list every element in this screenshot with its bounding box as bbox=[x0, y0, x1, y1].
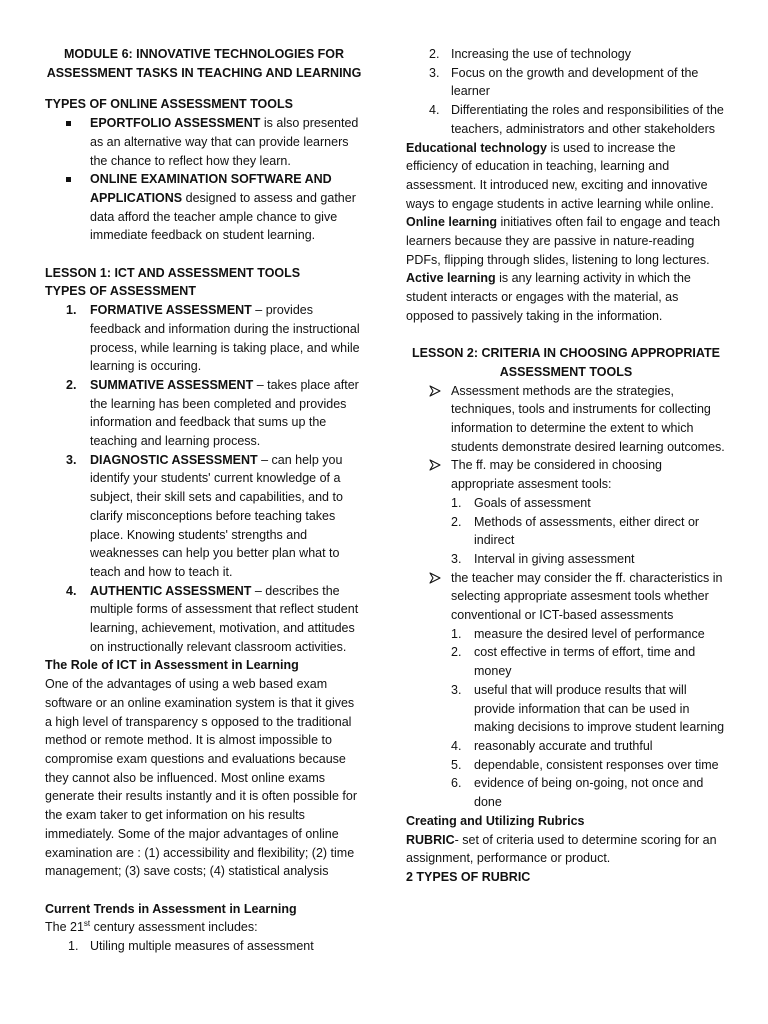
list-item-diagnostic bbox=[45, 451, 363, 582]
formative-text: – provides feedback and information during the instructional process, while learning is taking place, and while learning is occuring. bbox=[90, 303, 360, 374]
role-of-ict-paragraph: One of the advantages of using a web based exam software or an online examination system is that it gives a high level of transparency s opposed to the traditional method or remote method. It is almost impossible to compromise exam questions and evaluations because they cannot also be influenced. Most online exams generate their results instantly and it is often possible for the exam taker to get information on his results immediately. Some of the major advantages of online examination are : (1) accessibility and flexibility; (2) time management; (3) save costs; (4) statistical analysis bbox=[45, 677, 357, 879]
term-diagnostic: DIAGNOSTIC ASSESSMENT bbox=[90, 452, 258, 467]
sub-item-text: dependable, consistent responses over time bbox=[474, 757, 719, 772]
trend-item-4 bbox=[406, 101, 726, 138]
online-exam-text: designed to assess and gather data afford the teacher ample chance to give immediate feedback on student learning. bbox=[90, 190, 356, 243]
trend-item-text: Differentiating the roles and responsibilities of the teachers, administrators and other stakeholders bbox=[451, 103, 724, 136]
online-learning-text: initiatives often fail to engage and teach learners because they are passive in nature-reading PDFs, flipping through slides, listening to long lectures. bbox=[406, 215, 721, 267]
sub-item-text: Goals of assessment bbox=[474, 495, 591, 510]
sub-item bbox=[406, 737, 726, 756]
sub-item-text: measure the desired level of performance bbox=[474, 626, 705, 641]
trends-intro-start: The 21 bbox=[45, 920, 84, 935]
list-number: 1. bbox=[451, 626, 462, 641]
right-column bbox=[406, 45, 726, 887]
sub-item bbox=[406, 643, 726, 680]
term-online-exam: ONLINE EXAMINATION SOFTWARE AND APPLICATIONS bbox=[90, 172, 332, 205]
lesson1-heading: LESSON 1: ICT AND ASSESSMENT TOOLS bbox=[45, 265, 301, 280]
edtech-text: is used to increase the efficiency of education in teaching, learning and assessment. It introduced new, exciting and innovative ways to engage students in active learning while online. bbox=[406, 140, 714, 211]
list-number: 3. bbox=[451, 551, 462, 566]
list-item-online-exam bbox=[45, 170, 363, 245]
trends-intro bbox=[45, 918, 363, 937]
sub-item-text: evidence of being on-going, not once and done bbox=[474, 776, 704, 810]
lesson2-heading-line-2: ASSESSMENT TOOLS bbox=[499, 364, 633, 379]
sub-item bbox=[406, 513, 726, 550]
active-learning-paragraph bbox=[406, 269, 726, 325]
arrow-bullet-icon bbox=[429, 385, 441, 397]
list-number: 4. bbox=[66, 583, 77, 598]
authentic-text: – describes the multiple forms of assessment that reflect student learning, achievement, motivation, and attitudes on instructionally relevant classroom activities. bbox=[90, 583, 359, 654]
list-item-summative bbox=[45, 376, 363, 451]
list-number: 2. bbox=[429, 47, 440, 61]
term-formative: FORMATIVE ASSESSMENT bbox=[90, 303, 252, 318]
list-number: 4. bbox=[451, 739, 462, 753]
rubric-text: - set of criteria used to determine scoring for an assignment, performance or product. bbox=[406, 832, 717, 866]
list-number: 1. bbox=[68, 939, 79, 954]
diagnostic-text: – can help you identify your students' current knowledge of a subject, their skill sets and capabilities, and to clarify misconceptions before teaching takes place. Knowing students' strengths and weaknesses can help you better plan what to teach and how to teach it. bbox=[90, 452, 343, 579]
term-edtech: Educational technology bbox=[406, 140, 547, 155]
sub-item bbox=[406, 494, 726, 513]
sub-item-text: cost effective in terms of effort, time and money bbox=[474, 645, 696, 679]
list-number: 2. bbox=[66, 377, 77, 392]
trend-item-text: Increasing the use of technology bbox=[451, 47, 631, 61]
active-learning-text: is any learning activity in which the student interacts or engages with the material, as opposed to passively taking in the information. bbox=[406, 271, 691, 323]
arrow-bullet-characteristics bbox=[406, 569, 726, 625]
types-of-rubric-heading: 2 TYPES OF RUBRIC bbox=[406, 869, 531, 884]
square-bullet-icon bbox=[66, 121, 71, 126]
arrow-bullet-icon bbox=[429, 572, 441, 584]
list-number: 1. bbox=[451, 495, 462, 510]
list-number: 4. bbox=[429, 103, 440, 118]
module-title-line-1: MODULE 6: INNOVATIVE TECHNOLOGIES FOR bbox=[63, 47, 345, 61]
sub-item bbox=[406, 774, 726, 811]
arrow-bullet-considerations bbox=[406, 456, 726, 493]
sub-item bbox=[406, 681, 726, 737]
online-learning-paragraph bbox=[406, 213, 726, 269]
list-number: 3. bbox=[451, 682, 462, 697]
bullet-text: The ff. may be considered in choosing appropriate assesment tools: bbox=[451, 458, 663, 492]
sub-item-text: Interval in giving assessment bbox=[474, 551, 635, 566]
current-trends-heading: Current Trends in Assessment in Learning bbox=[45, 901, 297, 916]
module-title-line-2: ASSESSMENT TASKS IN TEACHING AND LEARNING bbox=[46, 65, 362, 80]
list-item-eportfolio bbox=[45, 114, 363, 170]
term-summative: SUMMATIVE ASSESSMENT bbox=[90, 377, 254, 392]
list-number: 3. bbox=[429, 65, 440, 80]
arrow-bullet-icon bbox=[429, 459, 441, 471]
square-bullet-icon bbox=[66, 177, 71, 182]
sub-item-text: reasonably accurate and truthful bbox=[474, 739, 653, 753]
sub-item bbox=[406, 550, 726, 569]
term-rubric: RUBRIC bbox=[406, 832, 455, 847]
lesson2-heading-line-1: LESSON 2: CRITERIA IN CHOOSING APPROPRIATE bbox=[412, 346, 720, 361]
sub-item bbox=[406, 756, 726, 775]
types-of-assessment-heading: TYPES OF ASSESSMENT bbox=[45, 284, 196, 299]
trend-item-3 bbox=[406, 64, 726, 101]
term-online-learning: Online learning bbox=[406, 215, 497, 230]
term-authentic: AUTHENTIC ASSESSMENT bbox=[90, 583, 252, 598]
term-active-learning: Active learning bbox=[406, 271, 496, 286]
sub-item-text: Methods of assessments, either direct or indirect bbox=[474, 514, 700, 548]
eportfolio-text: is also presented as an alternative way that can provide learners the chance to reflect how they learn. bbox=[90, 116, 359, 168]
list-item-formative bbox=[45, 301, 363, 376]
list-number: 1. bbox=[66, 303, 77, 318]
list-item-authentic bbox=[45, 582, 363, 657]
trend-item-1 bbox=[45, 937, 363, 956]
list-number: 3. bbox=[66, 452, 77, 467]
list-number: 2. bbox=[451, 514, 462, 529]
arrow-bullet-assessment-methods bbox=[406, 382, 726, 457]
sub-item bbox=[406, 625, 726, 644]
trends-intro-end: century assessment includes: bbox=[90, 920, 258, 935]
list-number: 2. bbox=[451, 645, 462, 660]
edtech-paragraph bbox=[406, 139, 726, 214]
trends-intro-superscript: st bbox=[83, 919, 91, 929]
summative-text: – takes place after the learning has been completed and provides information and feedback that sums up the teaching and learning process. bbox=[90, 377, 359, 449]
bullet-text: Assessment methods are the strategies, techniques, tools and instruments for collecting information to determine the extent to which students demonstrate desired learning outcomes. bbox=[451, 383, 725, 454]
online-tools-heading: TYPES OF ONLINE ASSESSMENT TOOLS bbox=[45, 97, 293, 112]
list-number: 5. bbox=[451, 757, 462, 772]
trend-item-2 bbox=[406, 45, 726, 64]
list-number: 6. bbox=[451, 776, 462, 791]
trend-item-text: Focus on the growth and development of the learner bbox=[451, 65, 699, 99]
rubrics-heading: Creating and Utilizing Rubrics bbox=[406, 813, 585, 828]
bullet-text: the teacher may consider the ff. characteristics in selecting appropriate assesment tools whether conventional or ICT-based assessments bbox=[451, 570, 723, 623]
rubric-definition bbox=[406, 831, 726, 868]
sub-item-text: useful that will produce results that will provide information that can be used in making decisions to improve student learning bbox=[474, 682, 725, 735]
trend-item-text: Utiling multiple measures of assessment bbox=[90, 939, 314, 954]
role-of-ict-heading: The Role of ICT in Assessment in Learning bbox=[45, 658, 299, 673]
term-eportfolio: EPORTFOLIO ASSESSMENT bbox=[90, 116, 261, 131]
left-column bbox=[45, 45, 363, 956]
